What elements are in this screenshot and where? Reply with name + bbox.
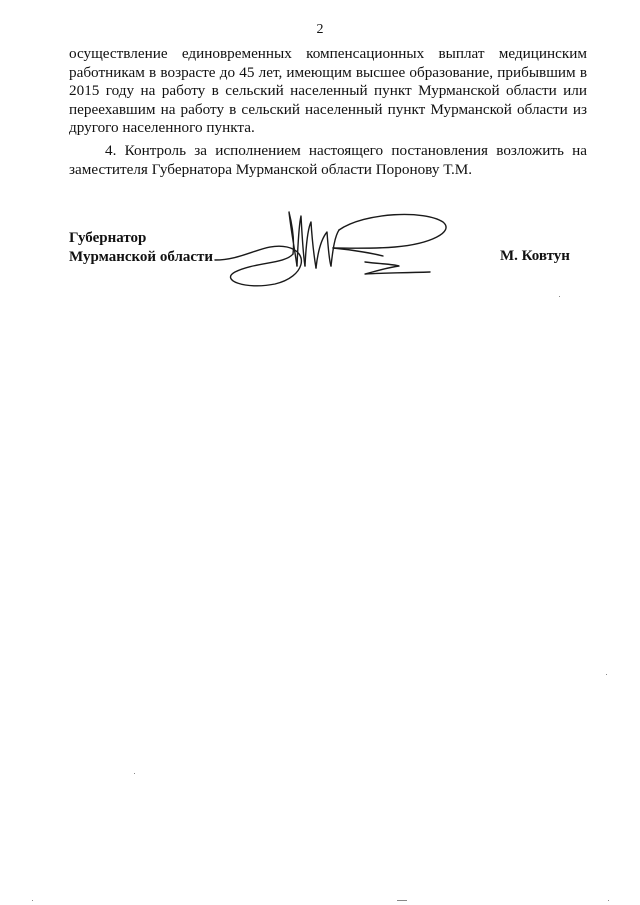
signatory-name: М. Ковтун: [500, 248, 570, 264]
paragraph-1-line-5: другого населенного пункта.: [69, 119, 255, 137]
scan-speck: [32, 900, 33, 901]
signatory-title-line-2: Мурманской области: [69, 249, 214, 265]
paragraph-1-line-3: 2015 году на работу в сельский населенный пункт Мурманской области или: [69, 82, 587, 100]
paragraph-2-line-2: заместителя Губернатора Мурманской области Поронову Т.М.: [69, 160, 473, 178]
paragraph-1: [69, 45, 587, 138]
paragraph-2: [69, 142, 587, 179]
paragraph-1-line-2: работникам в возрасте до 45 лет, имеющим высшее образование, прибывшим в: [69, 63, 587, 81]
scan-speck: [134, 773, 135, 774]
paragraph-1-line-4: переехавшим на работу в сельский населенный пункт Мурманской области из: [69, 100, 587, 118]
page-number: 2: [316, 22, 324, 37]
scan-speck: [608, 900, 609, 901]
paragraph-1-line-1: осуществление единовременных компенсационных выплат медицинским: [69, 45, 587, 62]
scan-speck: [606, 674, 607, 675]
paragraph-2-line-1: 4. Контроль за исполнением настоящего постановления возложить на: [105, 142, 587, 159]
handwritten-signature: [205, 202, 455, 302]
scan-speck: [559, 296, 560, 297]
signatory-title: [69, 229, 213, 267]
scan-speck: [397, 900, 407, 901]
signatory-title-line-1: Губернатор: [69, 230, 147, 246]
